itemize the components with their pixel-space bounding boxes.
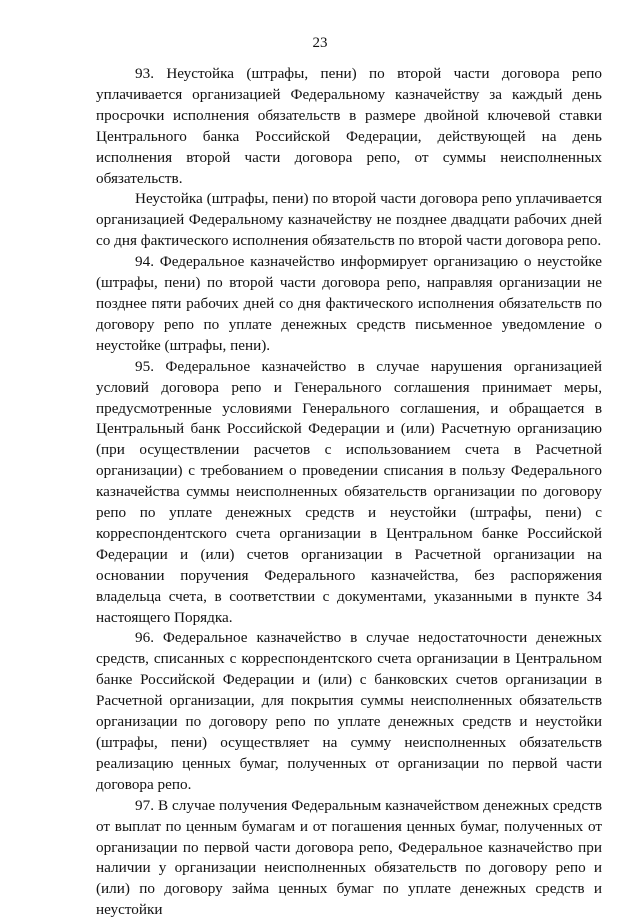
paragraph-96: 96. Федеральное казначейство в случае недостаточности денежных средств, списанных с корреспондентского счета организации в Центральном банке Российской Федерации и (или) с банковских счетов организации в Расчетной организации, для покрытия суммы неисполненных обязательств организации по договору репо по уплате денежных средств и неустойки (штрафы, пени) осуществляет на сумму неисполненных обязательств реализацию ценных бумаг, полученных от организации по первой части договора репо.: [96, 629, 602, 793]
paragraph-97: 97. В случае получения Федеральным казначейством денежных средств от выплат по ценным бумагам и от погашения ценных бумаг, полученных от организации по первой части договора репо, Федеральное казначейство при наличии у организации неисполненных обязательств по договору репо и (или) по договору займа ценных бумаг по уплате денежных средств и неустойки: [96, 796, 602, 919]
paragraph-93-continuation: Неустойка (штрафы, пени) по второй части договора репо уплачивается организацией Федеральному казначейству не позднее двадцати рабочих дней со дня фактического исполнения обязательств по второй части договора репо.: [96, 190, 602, 250]
paragraph-95: 95. Федеральное казначейство в случае нарушения организацией условий договора репо и Генерального соглашения принимает меры, предусмотренные условиями Генерального соглашения, и обращается в Центральный банк Российской Федерации и (или) Расчетную организацию (при осуществлении расчетов с использованием счета в Расчетной организации) с требованием о проведении списания в пользу Федерального казначейства суммы неисполненных обязательств организации по договору репо по уплате денежных средств и неустойки (штрафы, пени) с корреспондентского счета организации в Центральном банке Российской Федерации и (или) счетов организации в Расчетной организации на основании поручения Федерального казначейства, без распоряжения владельца счета, в соответствии с документами, указанными в пункте 34 настоящего Порядка.: [96, 357, 602, 626]
page-number: 23: [312, 35, 328, 51]
paragraph-94: 94. Федеральное казначейство информирует организацию о неустойке (штрафы, пени) по второй части договора репо, направляя организации не позднее пяти рабочих дней со дня фактического исполнения обязательств по договору репо по уплате денежных средств письменное уведомление о неустойке (штрафы, пени).: [96, 253, 602, 354]
document-body: [96, 64, 602, 921]
paragraph-93: 93. Неустойка (штрафы, пени) по второй части договора репо уплачивается организацией Федеральному казначейству за каждый день просрочки исполнения обязательств в размере двойной ключевой ставки Центрального банка Российской Федерации, действующей на день исполнения второй части договора репо, от суммы неисполненных обязательств.: [96, 65, 602, 187]
